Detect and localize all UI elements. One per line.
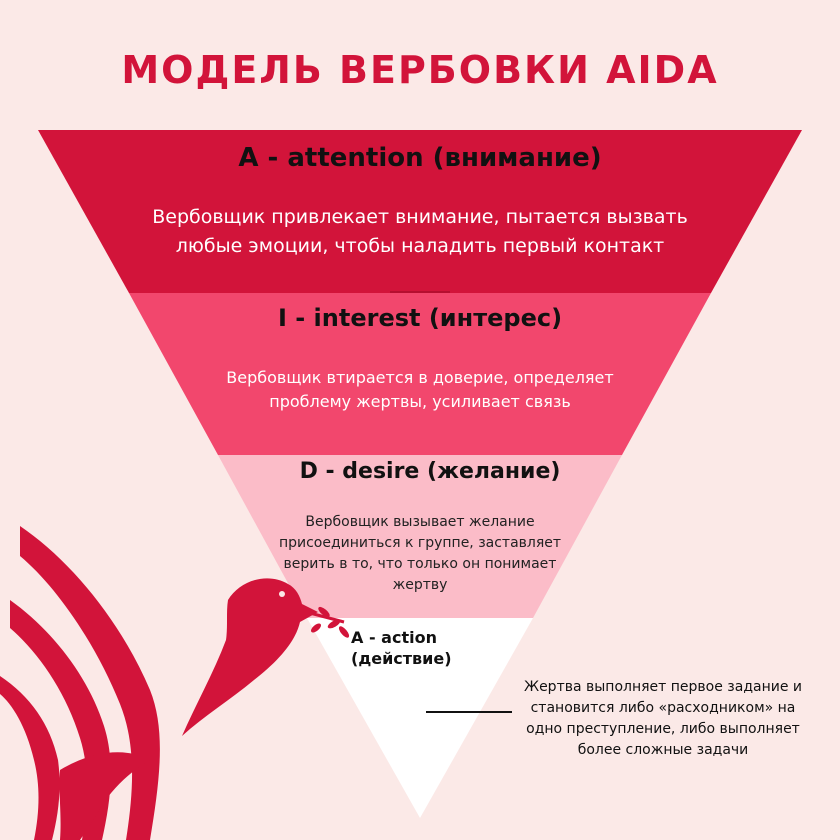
- stage-attention-heading: A - attention (внимание): [238, 143, 602, 173]
- stage-action-heading-line1: A - action: [351, 628, 437, 647]
- page-title: МОДЕЛЬ ВЕРБОВКИ AIDA: [121, 48, 719, 92]
- stage-desire-description: Вербовщик вызывает желание присоединиться к группе, заставляет верить в то, что только он понимает жертву: [278, 514, 562, 593]
- stage-attention-description: Вербовщик привлекает внимание, пытается вызвать любые эмоции, чтобы наладить первый контакт: [152, 206, 688, 257]
- stage-action-description: Жертва выполняет первое задание и становится либо «расходником» на одно преступление, либо выполняет более сложные задачи: [523, 679, 802, 758]
- stage-action-heading-line2: (действие): [351, 649, 452, 668]
- stage-action-heading: [351, 627, 452, 669]
- stage-desire-heading: D - desire (желание): [299, 459, 561, 484]
- stage-interest-heading: I - interest (интерес): [277, 304, 563, 332]
- stage-interest-description: Вербовщик втирается в доверие, определяет проблему жертвы, усиливает связь: [226, 368, 614, 411]
